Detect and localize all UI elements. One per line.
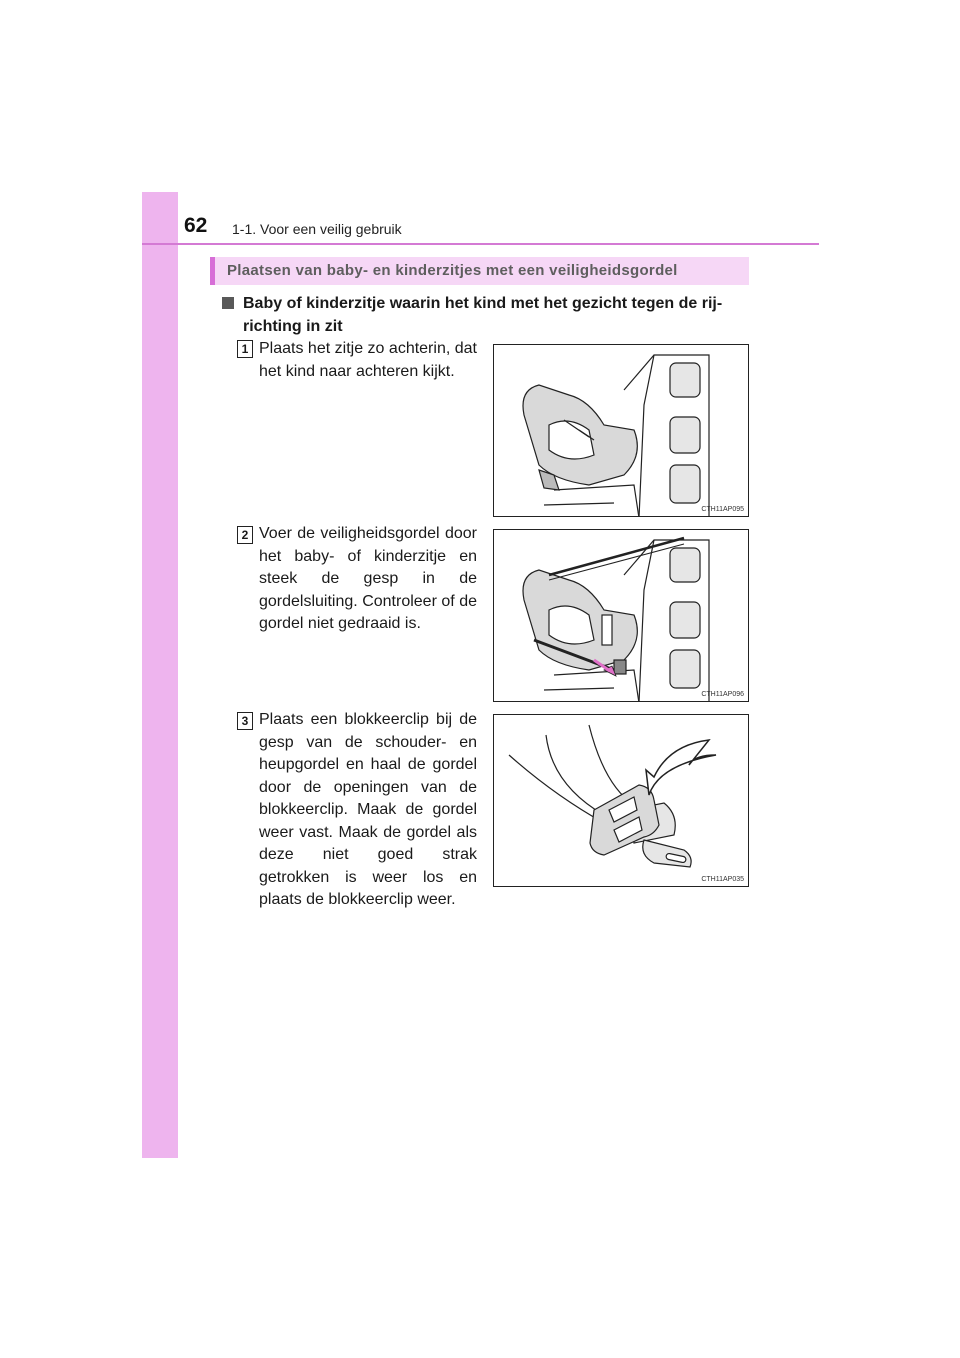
locking-clip-illustration (493, 714, 749, 887)
subsection-heading: Baby of kinderzitje waarin het kind met het gezicht tegen de rij-richting in zit (243, 295, 723, 335)
step-text-3: Plaats een blokkeerclip bij de gesp van de schouder- en heupgordel en haal de gordel door de openingen van de blokkeerclip. Maak de gordel weer vast. Maak de gordel als deze niet goed strak getrokken is weer los en plaats de blokkeerclip weer. (259, 711, 477, 908)
side-color-band (142, 192, 178, 1158)
square-bullet-icon (222, 297, 234, 309)
chapter-title: 1-1. Voor een veilig gebruik (232, 221, 402, 237)
figure-code-2: CTH11AP096 (701, 691, 744, 698)
step-text-1: Plaats het zitje zo achterin, dat het kind naar achteren kijkt. (259, 340, 477, 380)
header-divider (142, 243, 819, 245)
seatbelt-routing-illustration (493, 529, 749, 702)
section-title: Plaatsen van baby- en kinderzitjes met een veiligheidsgordel (227, 262, 678, 279)
page-number: 62 (184, 214, 208, 237)
step-number-3: 3 (237, 712, 253, 730)
step-number-1: 1 (237, 340, 253, 358)
figure-code-3: CTH11AP035 (701, 876, 744, 883)
section-header (210, 257, 749, 285)
step-number-2: 2 (237, 526, 253, 544)
rear-facing-child-seat-illustration (493, 344, 749, 517)
step-text-2: Voer de veiligheidsgordel door het baby- of kinderzitje en steek de gesp in de gordelsluiting. Controleer of de gordel niet gedraaid is. (259, 525, 477, 632)
figure-code-1: CTH11AP095 (701, 506, 744, 513)
